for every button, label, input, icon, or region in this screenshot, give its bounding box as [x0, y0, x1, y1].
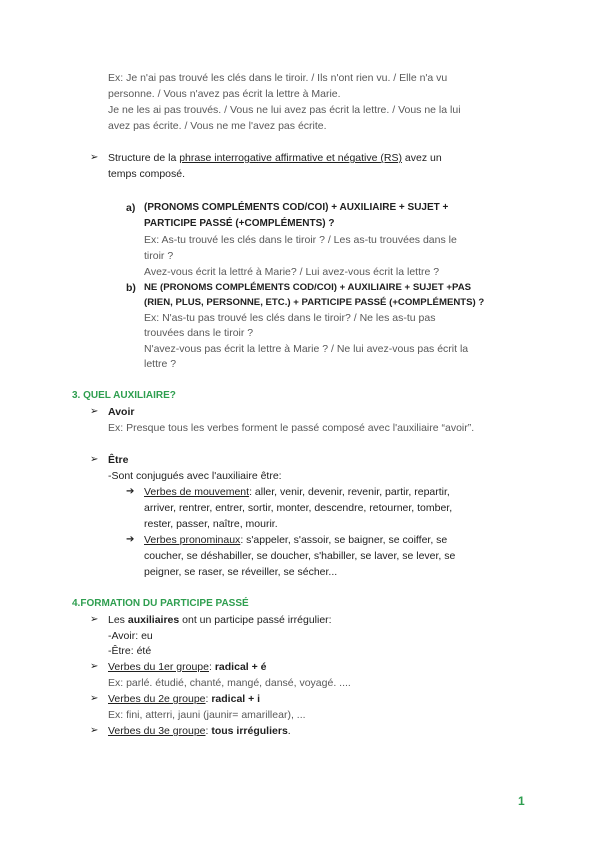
aux-avoir: -Avoir: eu [108, 630, 153, 642]
list-label-a: a) [126, 202, 136, 214]
formula-a-line1: (PRONOMS COMPLÉMENTS COD/COI) + AUXILIAIRE + SUJET + [144, 202, 449, 213]
example-line: Ex: fini, atterri, jauni (jaunir= amarillear), ... [108, 709, 306, 721]
example-line: Ex: parlé. étudié, chanté, mangé, dansé, voyagé. .... [108, 677, 351, 689]
mouvement-line2: arriver, rentrer, entrer, sortir, monter, descendre, retourner, tomber, [144, 502, 453, 514]
bullet-arrow-icon: ➢ [90, 152, 99, 163]
section-heading: 4.FORMATION DU PARTICIPE PASSÉ [72, 598, 249, 609]
group1-line: Verbes du 1er groupe: radical + é [108, 661, 267, 673]
formula-b-line2: (RIEN, PLUS, PERSONNE, ETC.) + PARTICIPE PASSÉ (+COMPLÉMENTS) ? [144, 297, 485, 308]
list-label-b: b) [126, 282, 136, 294]
structure-link: phrase interrogative affirmative et négative (RS) [179, 152, 402, 164]
group3-line: Verbes du 3e groupe: tous irréguliers. [108, 725, 291, 737]
example-line: lettre ? [144, 358, 177, 370]
bullet-arrow-icon: ➢ [90, 725, 99, 736]
structure-heading-cont: temps composé. [108, 168, 186, 180]
example-line: Ex: N'as-tu pas trouvé les clés dans le tiroir? / Ne les as-tu pas [144, 312, 436, 324]
bullet-arrow-icon: ➢ [90, 614, 99, 625]
mouvement-line3: rester, passer, naître, mourir. [144, 518, 278, 530]
bullet-arrow-icon: ➢ [90, 454, 99, 465]
example-line: avez pas écrite. / Vous ne me l'avez pas écrite. [108, 120, 327, 132]
bullet-arrow-icon: ➢ [90, 406, 99, 417]
etre-intro: -Sont conjugués avec l'auxiliaire être: [108, 470, 282, 482]
page-number: 1 [518, 794, 525, 808]
example-line: Ex: Presque tous les verbes forment le passé composé avec l'auxiliaire “avoir”. [108, 422, 475, 434]
pronominaux-line3: peigner, se raser, se réveiller, se sécher... [144, 566, 338, 578]
arrow-right-icon: ➔ [126, 486, 135, 497]
pronominaux-line2: coucher, se déshabiller, se doucher, s'habiller, se laver, se lever, se [144, 550, 456, 562]
formula-a-line2: PARTICIPE PASSÉ (+COMPLÉMENTS) ? [144, 218, 335, 229]
section-heading: 3. QUEL AUXILIAIRE? [72, 390, 176, 401]
bullet-arrow-icon: ➢ [90, 693, 99, 704]
structure-heading: Structure de la phrase interrogative affirmative et négative (RS) avez un [108, 152, 442, 164]
group2-line: Verbes du 2e groupe: radical + i [108, 693, 261, 705]
example-line: personne. / Vous n'avez pas écrit la lettre à Marie. [108, 88, 341, 100]
aux-etre: -Être: été [108, 645, 152, 657]
formula-b-line1: NE (PRONOMS COMPLÉMENTS COD/COI) + AUXILIAIRE + SUJET +PAS [144, 282, 472, 293]
example-line: Ex: Je n'ai pas trouvé les clés dans le tiroir. / Ils n'ont rien vu. / Elle n'a vu [108, 72, 448, 84]
arrow-right-icon: ➔ [126, 534, 135, 545]
example-line: tiroir ? [144, 250, 174, 262]
pronominaux-line1: Verbes pronominaux: s'appeler, s'assoir, se baigner, se coiffer, se [144, 534, 448, 546]
avoir-label: Avoir [108, 406, 135, 418]
mouvement-line1: Verbes de mouvement: aller, venir, devenir, revenir, partir, repartir, [144, 486, 450, 498]
example-line: Ex: As-tu trouvé les clés dans le tiroir ? / Les as-tu trouvées dans le [144, 234, 457, 246]
etre-label: Être [108, 454, 129, 466]
example-line: Je ne les ai pas trouvés. / Vous ne lui avez pas écrit la lettre. / Vous ne la lui [108, 104, 461, 116]
auxiliaires-line: Les auxiliaires ont un participe passé irrégulier: [108, 614, 332, 626]
example-line: trouvées dans le tiroir ? [144, 327, 254, 339]
bullet-arrow-icon: ➢ [90, 661, 99, 672]
example-line: N'avez-vous pas écrit la lettre à Marie ? / Ne lui avez-vous pas écrit la [144, 343, 469, 355]
example-line: Avez-vous écrit la lettré à Marie? / Lui avez-vous écrit la lettre ? [144, 266, 440, 278]
